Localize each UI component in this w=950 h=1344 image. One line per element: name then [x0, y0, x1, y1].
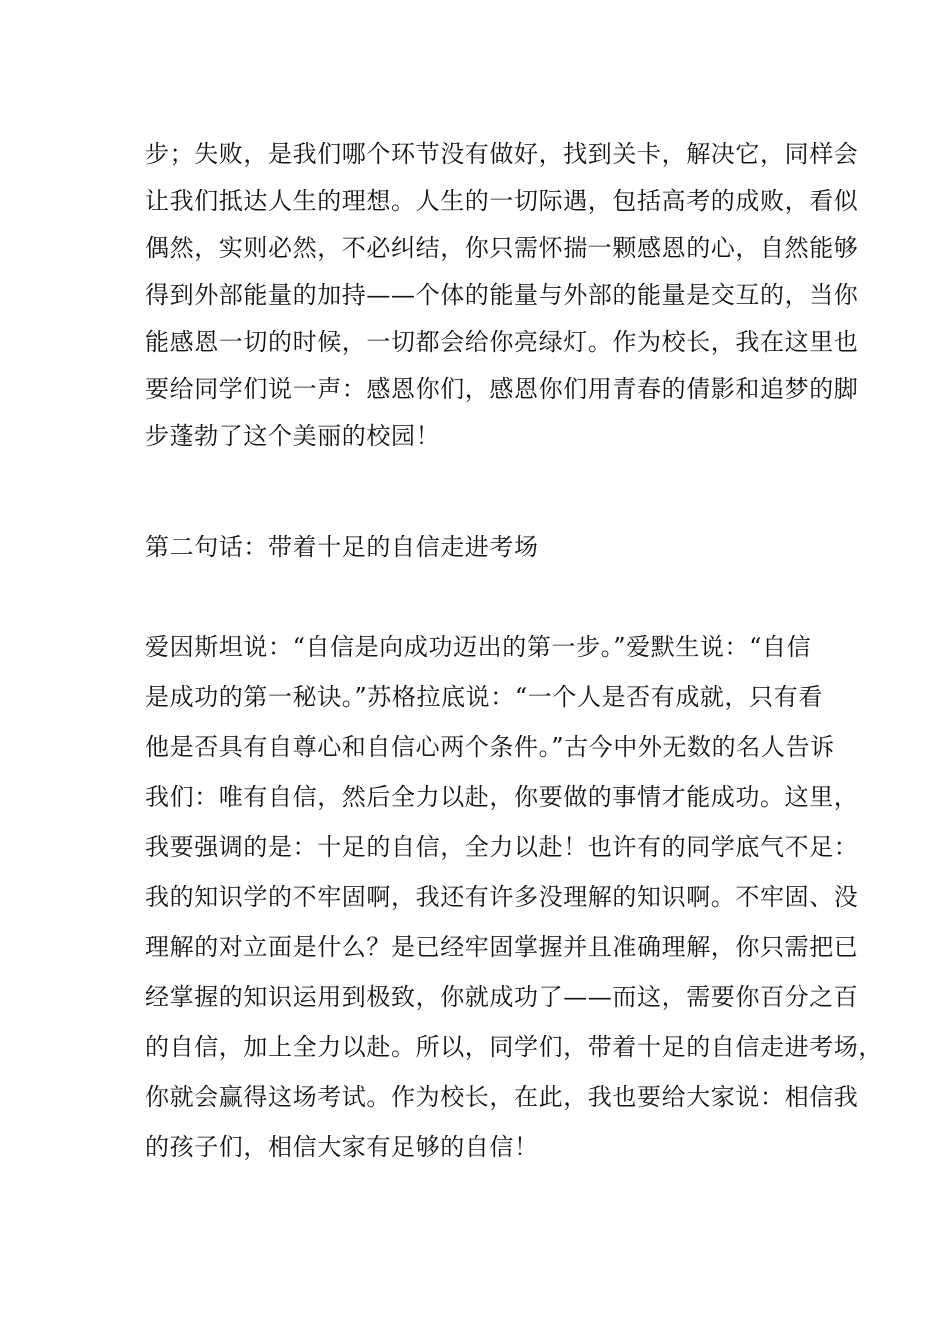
paragraph-line: 的自信，加上全力以赴。所以，同学们，带着十足的自信走进考场， — [145, 1033, 883, 1061]
paragraph-line: 他是否具有自尊心和自信心两个条件。”古今中外无数的名人告诉 — [145, 733, 835, 761]
paragraph-line: 是成功的第一秘诀。”苏格拉底说：“一个人是否有成就，只有看 — [145, 683, 823, 711]
paragraph-line: 我的知识学的不牢固啊，我还有许多没理解的知识啊。不牢固、没 — [145, 883, 859, 911]
paragraph-line: 我们：唯有自信，然后全力以赴，你要做的事情才能成功。这里， — [145, 783, 859, 811]
paragraph-line: 理解的对立面是什么？是已经牢固掌握并且准确理解，你只需把已 — [145, 933, 859, 961]
paragraph-line: 我要强调的是：十足的自信，全力以赴！也许有的同学底气不足： — [145, 833, 859, 861]
paragraph-line: 让我们抵达人生的理想。人生的一切际遇，包括高考的成败，看似 — [145, 187, 859, 215]
paragraph-line: 能感恩一切的时候，一切都会给你亮绿灯。作为校长，我在这里也 — [145, 328, 859, 356]
section-heading: 第二句话：带着十足的自信走进考场 — [145, 533, 539, 561]
paragraph-line: 偶然，实则必然，不必纠结，你只需怀揣一颗感恩的心，自然能够 — [145, 234, 859, 262]
paragraph-line: 步蓬勃了这个美丽的校园！ — [145, 422, 441, 450]
paragraph-line: 爱因斯坦说：“自信是向成功迈出的第一步。”爱默生说：“自信 — [145, 633, 812, 661]
paragraph-line: 的孩子们，相信大家有足够的自信！ — [145, 1133, 539, 1161]
paragraph-line: 得到外部能量的加持——个体的能量与外部的能量是交互的，当你 — [145, 281, 859, 309]
paragraph-line: 经掌握的知识运用到极致，你就成功了——而这，需要你百分之百 — [145, 983, 859, 1011]
paragraph-line: 步；失败，是我们哪个环节没有做好，找到关卡，解决它，同样会 — [145, 140, 859, 168]
paragraph-line: 你就会赢得这场考试。作为校长，在此，我也要给大家说：相信我 — [145, 1083, 859, 1111]
paragraph-line: 要给同学们说一声：感恩你们，感恩你们用青春的倩影和追梦的脚 — [145, 375, 859, 403]
